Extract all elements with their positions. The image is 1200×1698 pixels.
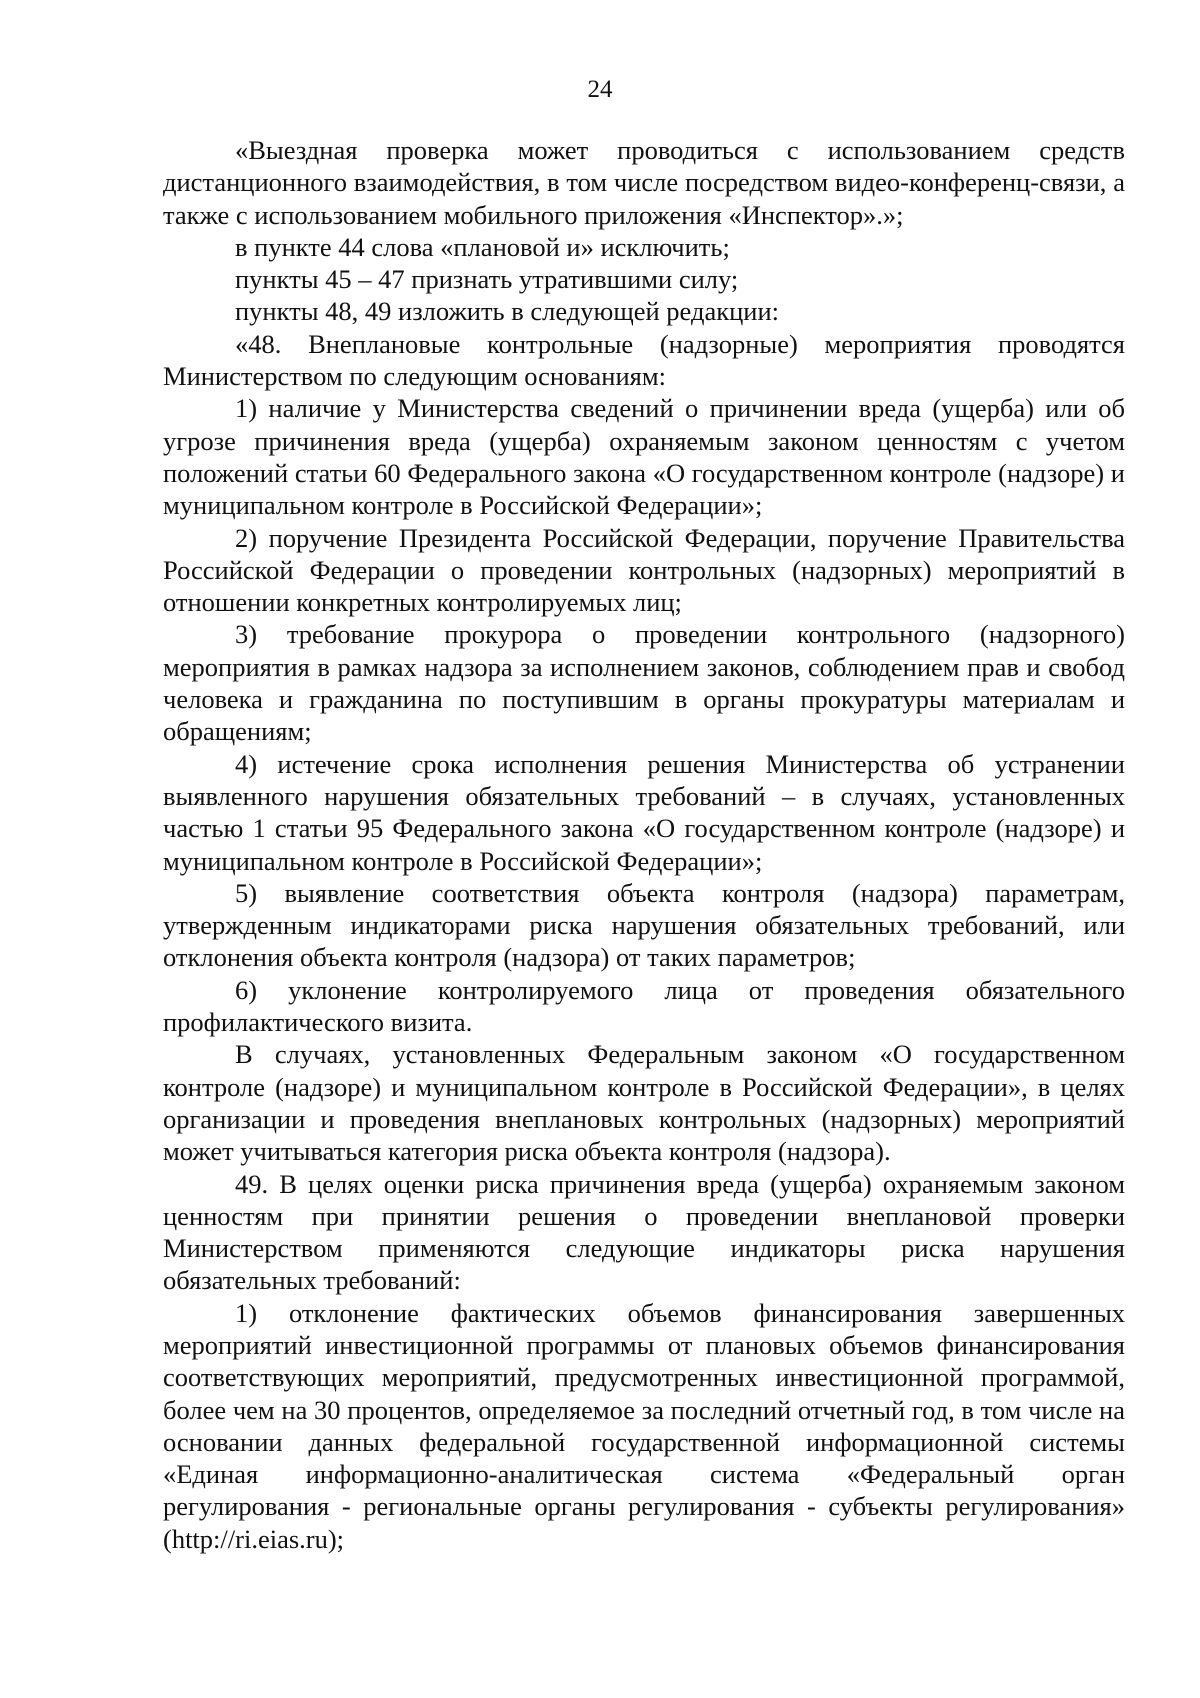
paragraph: «48. Внеплановые контрольные (надзорные) мероприятия проводятся Министерством по следующим основаниям: <box>163 328 1125 392</box>
document-body <box>163 134 1125 1555</box>
page-number: 24 <box>587 76 613 103</box>
paragraph: «Выездная проверка может проводиться с использованием средств дистанционного взаимодействия, в том числе посредством видео-конференц-связи, а также с использованием мобильного приложения «Инспектор».»; <box>163 135 1125 230</box>
paragraph: 6) уклонение контролируемого лица от проведения обязательного профилактического визита. <box>163 974 1125 1038</box>
paragraph: 3) требование прокурора о проведении контрольного (надзорного) мероприятия в рамках надзора за исполнением законов, соблюдением прав и свобод человека и гражданина по поступившим в органы прокуратуры материалам и обращениям; <box>163 619 1125 747</box>
paragraph: В случаях, установленных Федеральным законом «О государственном контроле (надзоре) и муниципальном контроле в Российской Федерации», в целях организации и проведения внеплановых контрольных (надзорных) мероприятий может учитываться категория риска объекта контроля (надзора). <box>163 1039 1125 1167</box>
paragraph: 4) истечение срока исполнения решения Министерства об устранении выявленного нарушения обязательных требований – в случаях, установленных частью 1 статьи 95 Федерального закона «О государственном контроле (надзоре) и муниципальном контроле в Российской Федерации»; <box>163 748 1125 876</box>
paragraph: пункты 45 – 47 признать утратившими силу; <box>235 264 739 295</box>
paragraph: 1) отклонение фактических объемов финансирования завершенных мероприятий инвестиционной программы от плановых объемов финансирования соответствующих мероприятий, предусмотренных инвестиционной программой, более чем на 30 процентов, определяемое за последний отчетный год, в том числе на основании данных федеральной государственной информационной системы «Единая информационно-аналитическая система «Федеральный орган регулирования - региональные органы регулирования - субъекты регулирования» (http://ri.eias.ru); <box>163 1297 1125 1554</box>
paragraph: 1) наличие у Министерства сведений о причинении вреда (ущерба) или об угрозе причинения вреда (ущерба) охраняемым законом ценностям с учетом положений статьи 60 Федерального закона «О государственном контроле (надзоре) и муниципальном контроле в Российской Федерации»; <box>163 393 1125 521</box>
paragraph: пункты 48, 49 изложить в следующей редакции: <box>235 296 780 327</box>
paragraph: 2) поручение Президента Российской Федерации, поручение Правительства Российской Федерации о проведении контрольных (надзорных) мероприятий в отношении конкретных контролируемых лиц; <box>163 522 1125 618</box>
paragraph: в пункте 44 слова «плановой и» исключить; <box>235 231 730 262</box>
paragraph: 5) выявление соответствия объекта контроля (надзора) параметрам, утвержденным индикаторами риска нарушения обязательных требований, или отклонения объекта контроля (надзора) от таких параметров; <box>163 877 1125 973</box>
paragraph: 49. В целях оценки риска причинения вреда (ущерба) охраняемым законом ценностям при принятии решения о проведении внеплановой проверки Министерством применяются следующие индикаторы риска нарушения обязательных требований: <box>163 1168 1125 1296</box>
